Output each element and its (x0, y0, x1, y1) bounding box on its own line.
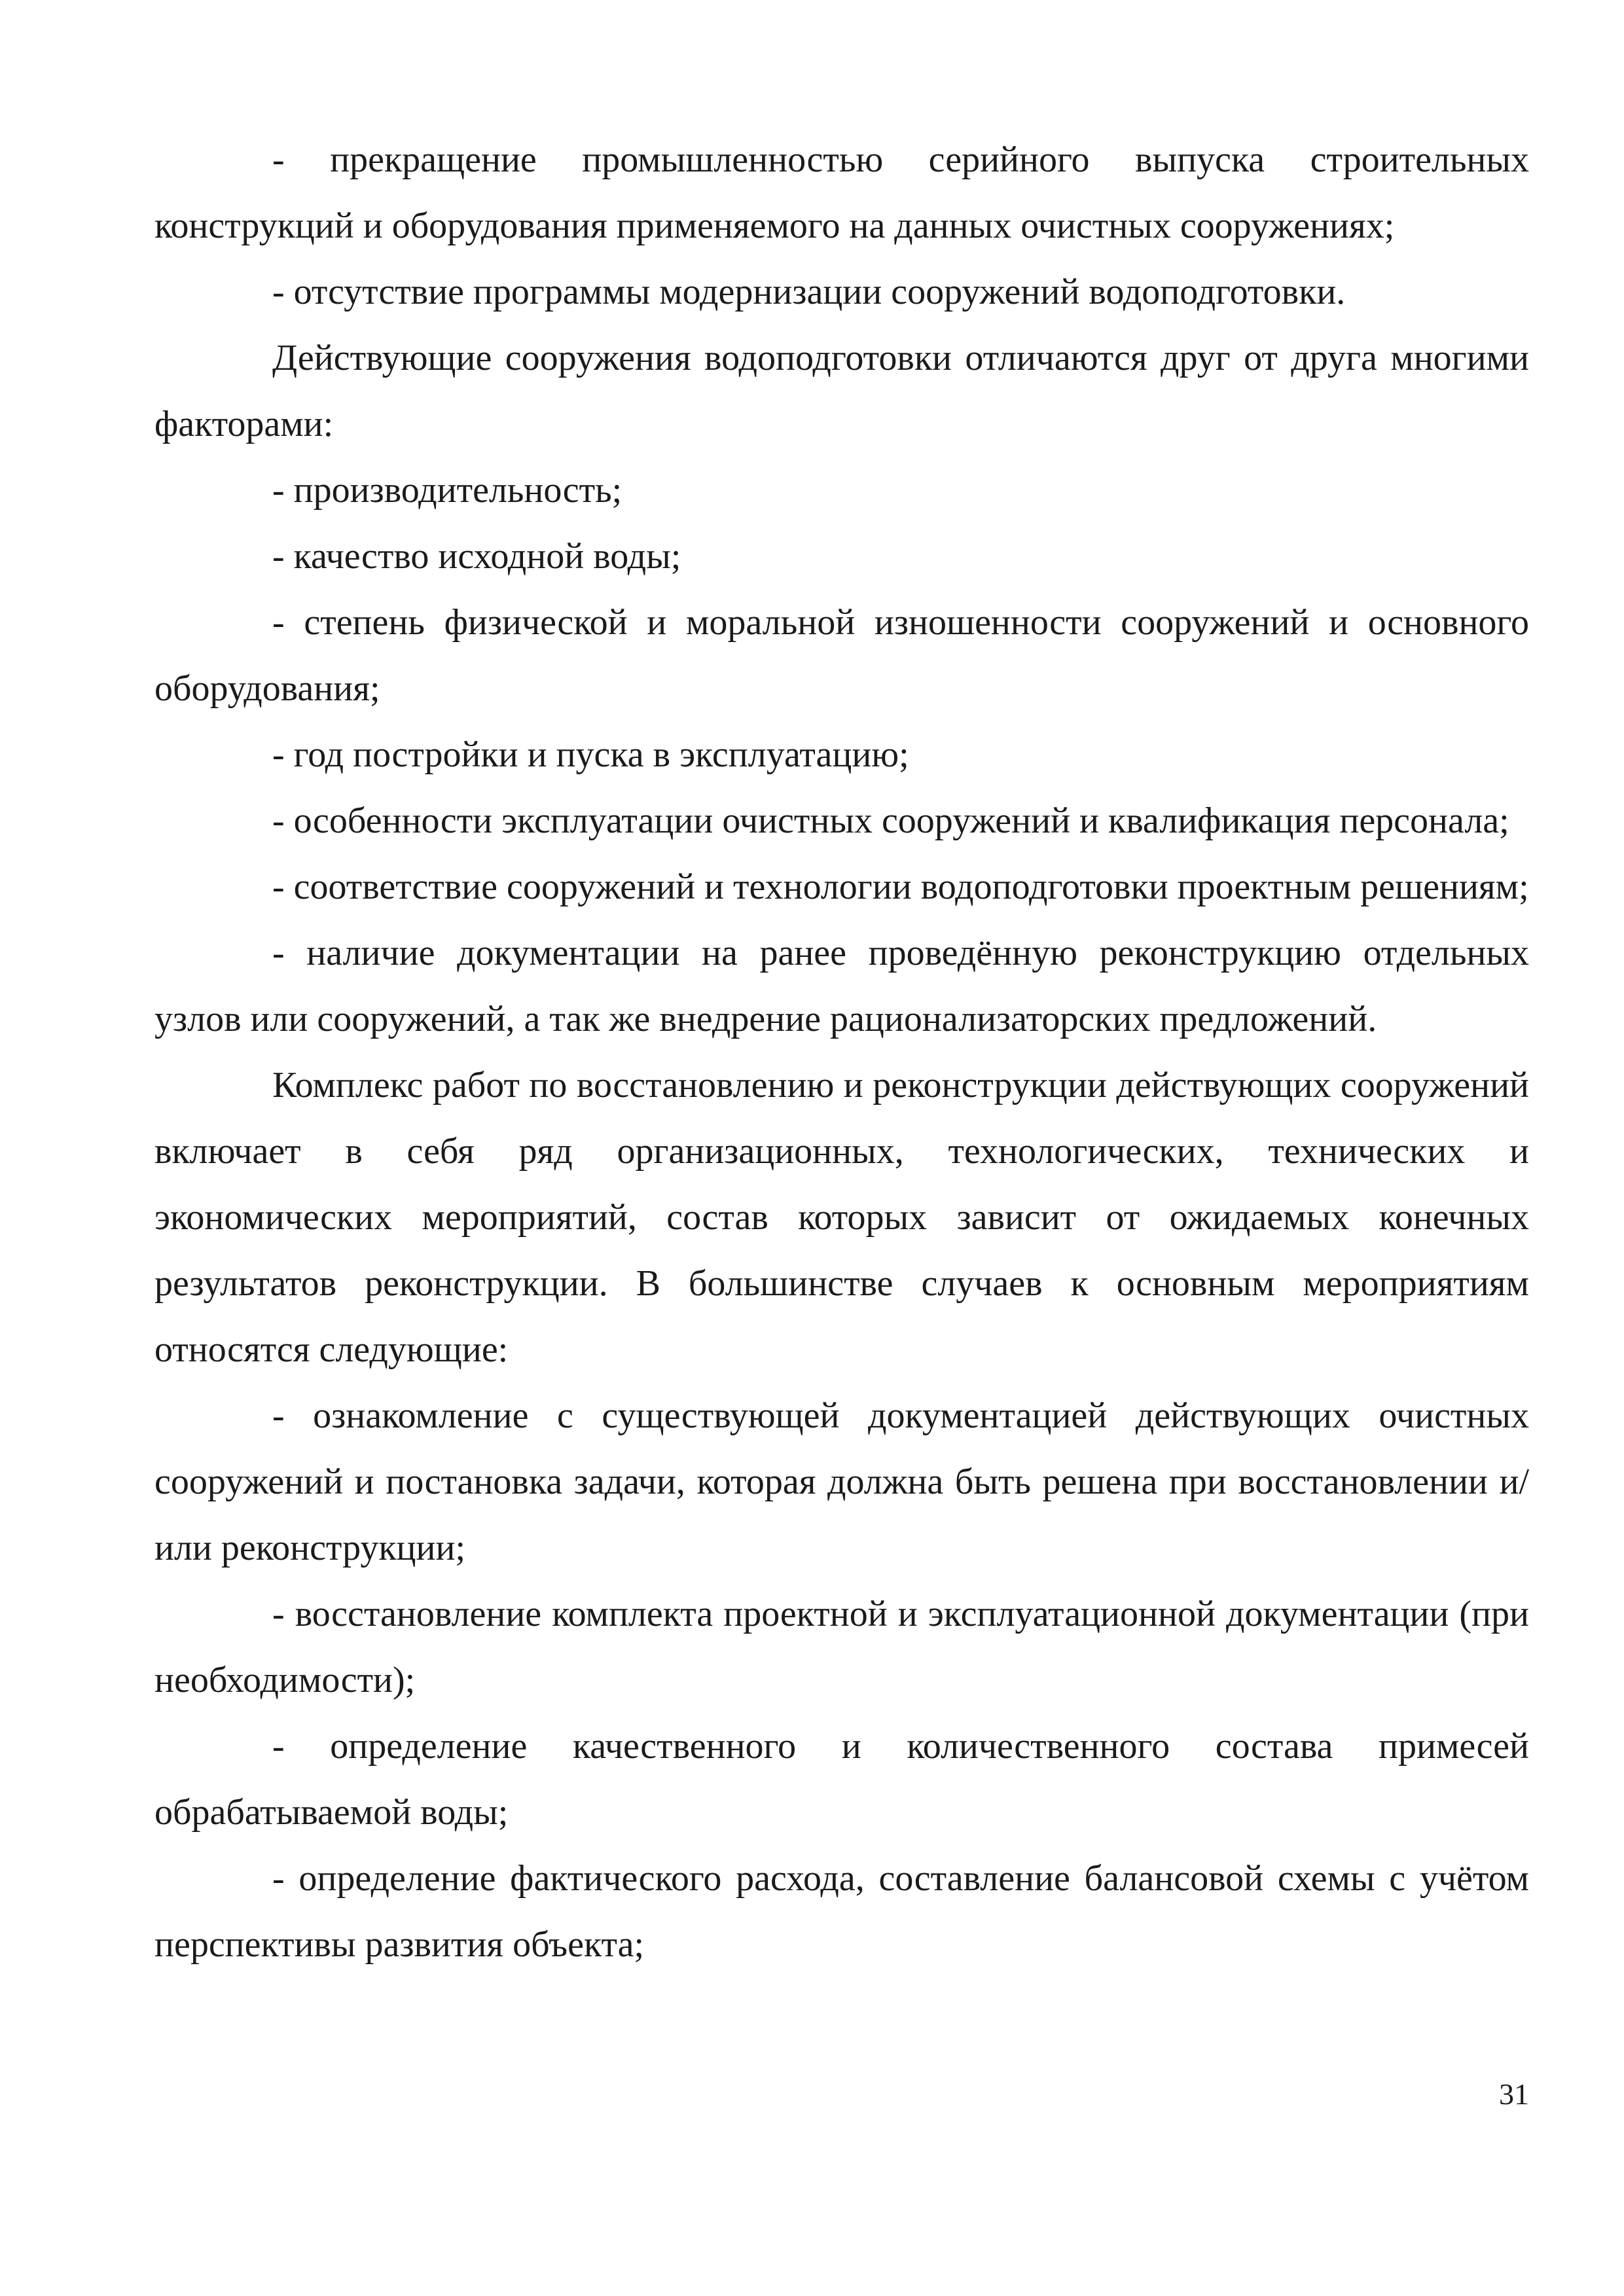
paragraph: Комплекс работ по восстановлению и реконструкции действующих сооружений включает в себя ряд организационных, технологических, технических и экономических мероприятий, состав которых зависит от ожидаемых конечных результатов реконструкции. В большинстве случаев к основным мероприятиям относятся следующие: (154, 1065, 1529, 1370)
paragraph: Действующие сооружения водоподготовки отличаются друг от друга многими факторами: (154, 338, 1529, 444)
paragraph: - прекращение промышленностью серийного выпуска строительных конструкций и оборудования применяемого на данных очистных сооружениях; (154, 139, 1529, 246)
paragraph: - отсутствие программы модернизации сооружений водоподготовки. (272, 272, 1346, 312)
paragraph: - год постройки и пуска в эксплуатацию; (272, 734, 909, 775)
paragraph: - качество исходной воды; (272, 536, 681, 577)
paragraph: - соответствие сооружений и технологии водоподготовки проектным решениям; (272, 867, 1529, 907)
paragraph: - ознакомление с существующей документацией действующих очистных сооружений и постановка задачи, которая должна быть решена при восстановлении и/или реконструкции; (154, 1395, 1529, 1568)
body-text (154, 127, 1529, 1978)
paragraph: - наличие документации на ранее проведённую реконструкцию отдельных узлов или сооружений, а так же внедрение рационализаторских предложений. (154, 933, 1529, 1039)
paragraph: - степень физической и моральной изношенности сооружений и основного оборудования; (154, 602, 1529, 709)
paragraph: - особенности эксплуатации очистных сооружений и квалификация персонала; (272, 800, 1509, 841)
page-number: 31 (1499, 2077, 1529, 2111)
paragraph: - восстановление комплекта проектной и эксплуатационной документации (при необходимости); (154, 1594, 1529, 1700)
paragraph: - определение фактического расхода, составление балансовой схемы с учётом перспективы развития объекта; (154, 1858, 1529, 1965)
paragraph: - производительность; (272, 470, 623, 511)
paragraph: - определение качественного и количественного состава примесей обрабатываемой воды; (154, 1726, 1529, 1833)
